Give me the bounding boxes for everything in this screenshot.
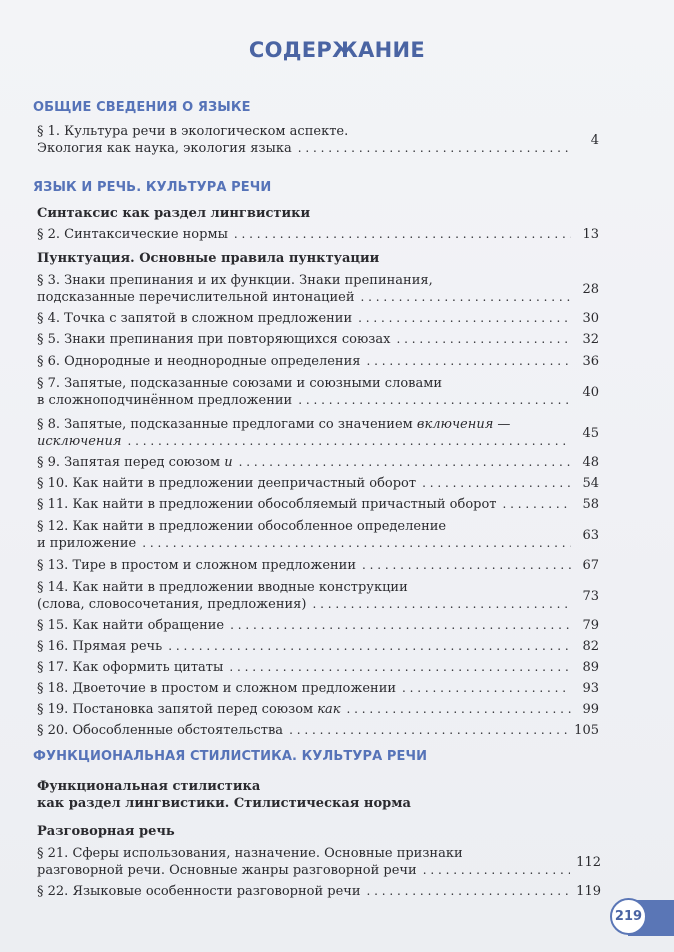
page-ref: 58 <box>582 497 599 512</box>
entry-text: § 7. Запятые, подсказанные союзами и союзными словами <box>37 376 442 391</box>
entry-text: § 19. Постановка запятой перед союзом <box>37 702 318 717</box>
entry-text: § 16. Прямая речь <box>37 639 163 654</box>
toc-entry-7[interactable] <box>37 375 599 409</box>
dot-leader <box>402 680 571 697</box>
entry-text: § 10. Как найти в предложении деепричастный оборот <box>37 476 417 491</box>
toc-entry-21[interactable] <box>37 845 601 879</box>
entry-text: разговорной речи. Основные жанры разговорной речи <box>37 863 417 878</box>
entry-text-italic: как <box>317 702 341 717</box>
dot-leader <box>229 659 571 676</box>
entry-text: § 22. Языковые особенности разговорной речи <box>37 884 361 899</box>
dot-leader <box>298 392 571 409</box>
toc-entry-14[interactable] <box>37 579 599 613</box>
toc-entry-10[interactable] <box>37 475 599 492</box>
dot-leader <box>362 557 571 574</box>
dot-leader <box>168 638 571 655</box>
toc-entry-17[interactable] <box>37 659 599 676</box>
entry-text: § 8. Запятые, подсказанные предлогами со значением <box>37 417 417 432</box>
entry-text: § 13. Тире в простом и сложном предложении <box>37 558 357 573</box>
page-ref: 13 <box>582 227 599 242</box>
entry-text: § 17. Как оформить цитаты <box>37 660 224 675</box>
page-ref: 45 <box>582 426 599 441</box>
page-title: СОДЕРЖАНИЕ <box>248 38 426 62</box>
toc-entry-4[interactable] <box>37 310 599 327</box>
dot-leader <box>360 289 571 306</box>
page-ref: 99 <box>582 702 599 717</box>
page-ref: 82 <box>582 639 599 654</box>
page-ref: 63 <box>582 528 599 543</box>
toc-entry-12[interactable] <box>37 518 599 552</box>
toc-entry-18[interactable] <box>37 680 599 697</box>
page-ref: 32 <box>582 332 599 347</box>
toc-entry-15[interactable] <box>37 617 599 634</box>
entry-text-italic: исключения <box>37 434 122 449</box>
dot-leader <box>358 310 571 327</box>
entry-text: § 6. Однородные и неоднородные определения <box>37 354 361 369</box>
toc-entry-8[interactable] <box>37 416 599 450</box>
entry-text: § 15. Как найти обращение <box>37 618 225 633</box>
toc-entry-3[interactable] <box>37 272 599 306</box>
dot-leader <box>367 883 571 900</box>
toc-entry-20[interactable] <box>37 722 599 739</box>
entry-text: § 1. Культура речи в экологическом аспекте. <box>37 124 349 139</box>
page-ref: 112 <box>576 855 601 870</box>
page-ref: 36 <box>582 354 599 369</box>
page-ref: 28 <box>582 282 599 297</box>
page-ref: 40 <box>582 385 599 400</box>
toc-entry-22[interactable] <box>37 883 601 900</box>
entry-text: § 11. Как найти в предложении обособляемый причастный оборот <box>37 497 497 512</box>
dot-leader <box>239 454 571 471</box>
page-ref: 105 <box>574 723 599 738</box>
dot-leader <box>142 535 571 552</box>
entry-text: § 20. Обособленные обстоятельства <box>37 723 284 738</box>
toc-entry-9[interactable] <box>37 454 599 471</box>
dot-leader <box>423 862 570 879</box>
entry-text-italic: включения — <box>416 417 511 432</box>
section-heading-general: ОБЩИЕ СВЕДЕНИЯ О ЯЗЫКЕ <box>33 100 251 115</box>
page-number-badge: 219 <box>610 898 647 935</box>
subheading-stylistics-line1: Функциональная стилистика <box>37 779 261 794</box>
page-ref: 30 <box>582 311 599 326</box>
entry-text-italic: и <box>224 455 233 470</box>
toc-entry-19[interactable] <box>37 701 599 718</box>
subheading-punctuation: Пунктуация. Основные правила пунктуации <box>37 251 380 266</box>
dot-leader <box>312 596 571 613</box>
dot-leader <box>230 617 571 634</box>
entry-text: § 9. Запятая перед союзом <box>37 455 225 470</box>
entry-text: § 3. Знаки препинания и их функции. Знаки препинания, <box>37 273 433 288</box>
toc-entry-11[interactable] <box>37 496 599 513</box>
dot-leader <box>503 496 572 513</box>
page-ref: 48 <box>582 455 599 470</box>
dot-leader <box>366 353 571 370</box>
toc-entry-5[interactable] <box>37 331 599 348</box>
dot-leader <box>289 722 568 739</box>
entry-text: (слова, словосочетания, предложения) <box>37 597 307 612</box>
toc-entry-16[interactable] <box>37 638 599 655</box>
subheading-syntax: Синтаксис как раздел лингвистики <box>37 206 311 221</box>
entry-text: § 12. Как найти в предложении обособленное определение <box>37 519 447 534</box>
page-ref: 4 <box>590 133 599 148</box>
page-ref: 67 <box>582 558 599 573</box>
toc-entry-13[interactable] <box>37 557 599 574</box>
entry-text: подсказанные перечислительной интонацией <box>37 290 355 305</box>
subheading-stylistics-line2: как раздел лингвистики. Стилистическая норма <box>37 796 411 811</box>
entry-text: § 14. Как найти в предложении вводные конструкции <box>37 580 408 595</box>
dot-leader <box>127 433 571 450</box>
toc-entry-1[interactable] <box>37 123 599 157</box>
entry-text: § 2. Синтаксические нормы <box>37 227 228 242</box>
toc-entry-6[interactable] <box>37 353 599 370</box>
page-ref: 54 <box>582 476 599 491</box>
entry-text: § 5. Знаки препинания при повторяющихся союзах <box>37 332 391 347</box>
dot-leader <box>298 140 571 157</box>
subheading-colloquial: Разговорная речь <box>37 824 175 839</box>
page-ref: 73 <box>582 589 599 604</box>
entry-text: § 21. Сферы использования, назначение. Основные признаки <box>37 846 463 861</box>
section-heading-language-speech: ЯЗЫК И РЕЧЬ. КУЛЬТУРА РЕЧИ <box>33 180 272 195</box>
dot-leader <box>234 226 571 243</box>
section-heading-stylistics: ФУНКЦИОНАЛЬНАЯ СТИЛИСТИКА. КУЛЬТУРА РЕЧИ <box>33 749 428 764</box>
dot-leader <box>422 475 571 492</box>
page-ref: 119 <box>576 884 601 899</box>
entry-text: и приложение <box>37 536 137 551</box>
dot-leader <box>396 331 571 348</box>
page-ref: 79 <box>582 618 599 633</box>
entry-text: § 4. Точка с запятой в сложном предложении <box>37 311 353 326</box>
toc-entry-2[interactable] <box>37 226 599 243</box>
entry-text: § 18. Двоеточие в простом и сложном предложении <box>37 681 397 696</box>
entry-text: Экология как наука, экология языка <box>37 141 292 156</box>
page-ref: 89 <box>582 660 599 675</box>
page-ref: 93 <box>582 681 599 696</box>
dot-leader <box>347 701 571 718</box>
entry-text: в сложноподчинённом предложении <box>37 393 293 408</box>
